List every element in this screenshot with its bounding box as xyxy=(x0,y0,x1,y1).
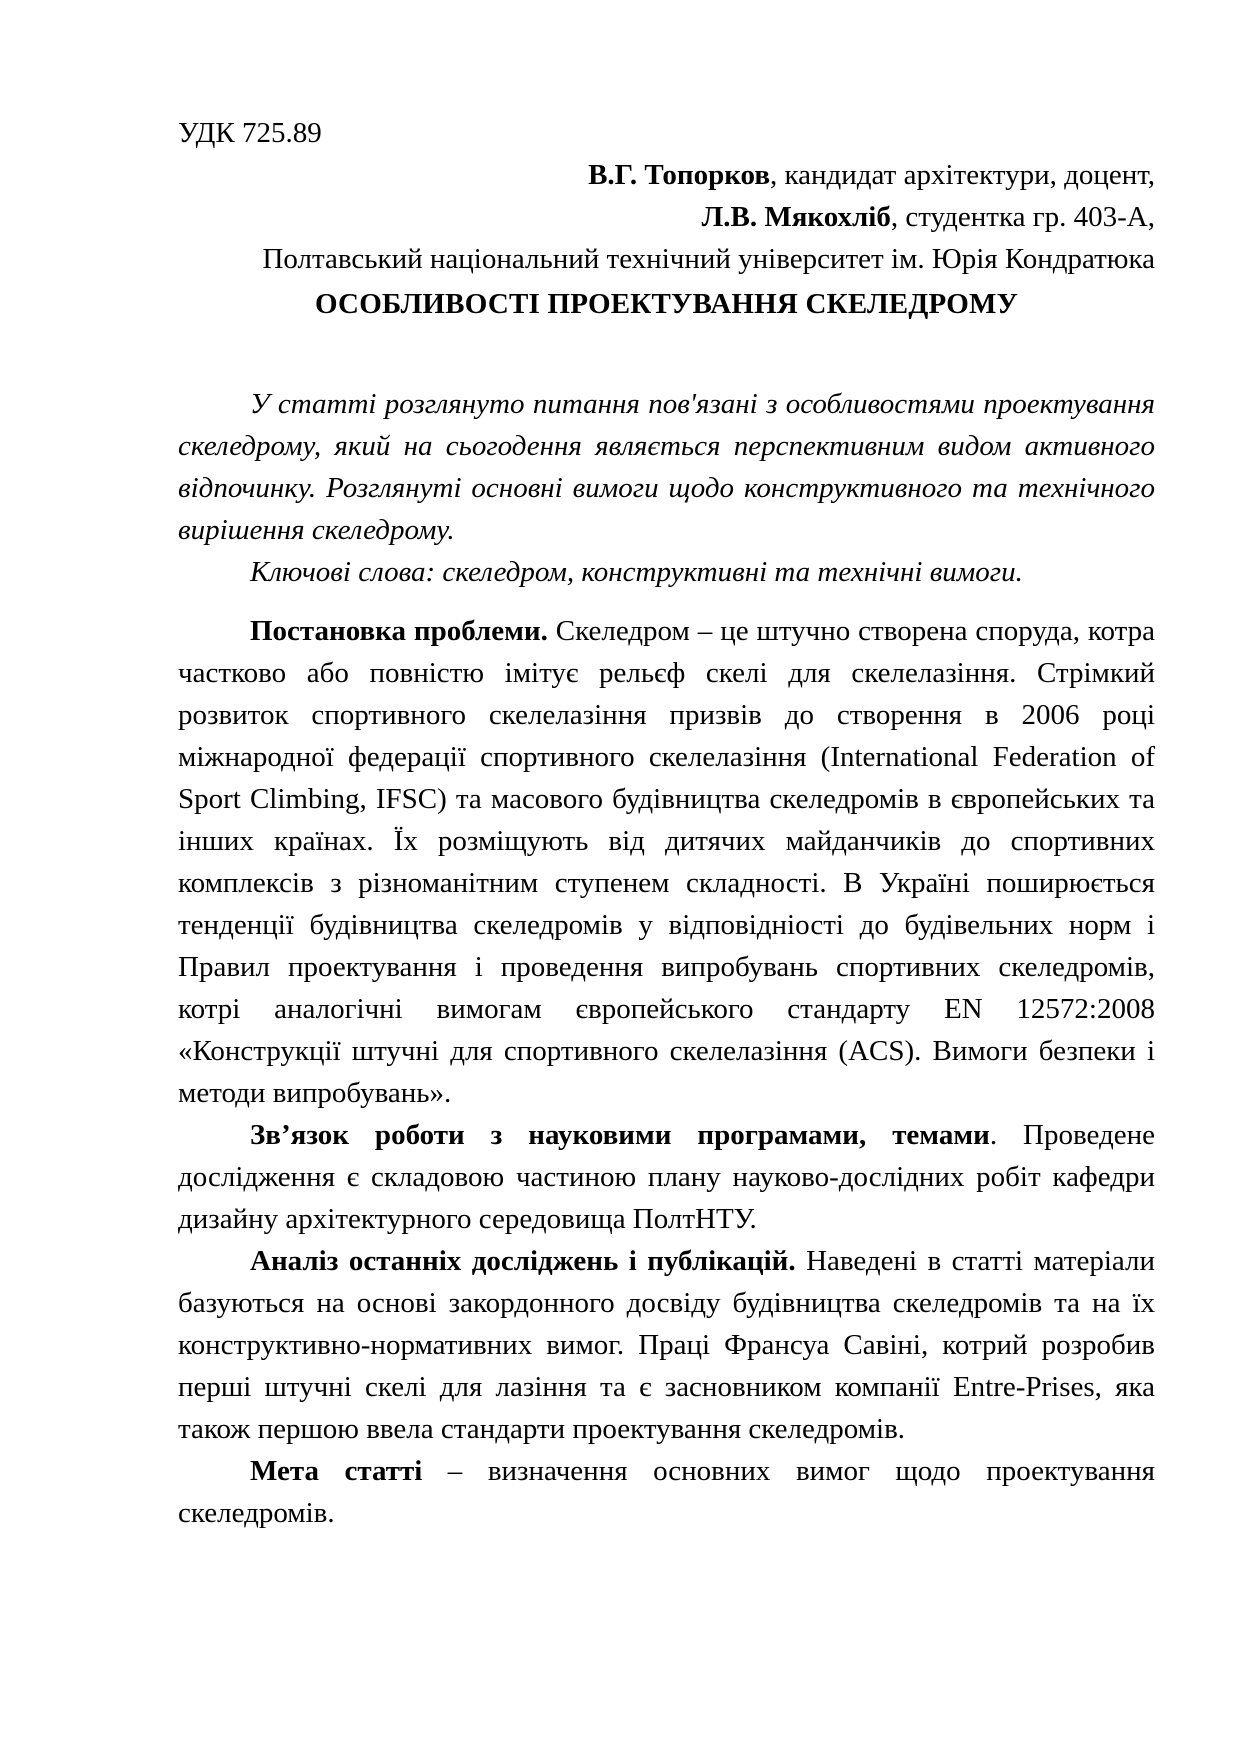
paragraph-publications-analysis xyxy=(178,1240,1155,1450)
author-line xyxy=(178,154,1155,196)
affiliation: Полтавський національний технічний університет ім. Юрія Кондратюка xyxy=(262,243,1155,275)
author-line xyxy=(178,196,1155,238)
article-title: ОСОБЛИВОСТІ ПРОЕКТУВАННЯ СКЕЛЕДРОМУ xyxy=(314,288,1019,320)
paragraph-article-goal xyxy=(178,1450,1155,1534)
paragraph-lead: Мета статті xyxy=(250,1455,423,1487)
keywords-label: Ключові слова xyxy=(250,556,426,588)
paragraph-lead: Аналіз останніх досліджень і публікацій. xyxy=(250,1245,796,1277)
author-role: , студентка гр. 403-А, xyxy=(890,201,1155,233)
paragraph-lead: Постановка проблеми. xyxy=(250,615,548,647)
author-role: , кандидат архітектури, доцент, xyxy=(769,159,1155,191)
keywords-line xyxy=(178,551,1155,593)
keywords-text: : скеледром, конструктивні та технічні вимоги. xyxy=(425,556,1023,588)
paragraph-problem-statement xyxy=(178,610,1155,1114)
paragraph-text: Скеледром – це штучно створена споруда, котра частково або повністю імітує рельєф скелі для скелелазіння. Стрімкий розвиток спортивного скелелазіння призвів до створення в 2006 році міжнародної федерації спортивного скелелазіння (International Federation of Sport Climbing, IFSC) та масового будівництва скеледромів в європейських та інших країнах. Їх розміщують від дитячих майданчиків до спортивних комплексів з різноманітним ступенем складності. В Україні поширюється тенденції будівництва скеледромів у відповідніості до будівельних норм і Правил проектування і проведення випробувань спортивних скеледромів, котрі аналогічні вимогам європейського стандарту EN 12572:2008 «Конструкції штучні для спортивного скелелазіння (ACS). Вимоги безпеки і методи випробувань». xyxy=(178,615,1155,1109)
udc-code: УДК 725.89 xyxy=(178,117,322,149)
author-block xyxy=(178,154,1155,280)
author-name: В.Г. Топорков xyxy=(588,159,770,191)
paragraph-text: – визначення основних вимог щодо проектування скеледромів. xyxy=(178,1455,1156,1529)
abstract-text: У статті розглянуто питання пов'язані з особливостями проектування скеледрому, який на сьогодення являється перспективним видом активного відпочинку. Розглянуті основні вимоги щодо конструктивного та технічного вирішення скеледрому. xyxy=(178,388,1155,546)
paragraph-lead: Зв’язок роботи з науковими програмами, темами xyxy=(250,1119,990,1151)
author-name: Л.В. Мякохліб xyxy=(701,201,891,233)
paragraph-text: . Проведене дослідження є складовою частиною плану науково-дослідних робіт кафедри дизайну архітектурного середовища ПолтНТУ. xyxy=(178,1119,1155,1235)
paragraph-text: Наведені в статті матеріали базуються на основі закордонного досвіду будівництва скеледромів та на їх конструктивно-нормативних вимог. Праці Франсуа Савіні, котрий розробив перші штучні скелі для лазіння та є засновником компанії Entre-Prises, яка також першою ввела стандарти проектування скеледромів. xyxy=(178,1245,1155,1445)
paragraph-research-connection xyxy=(178,1114,1155,1240)
